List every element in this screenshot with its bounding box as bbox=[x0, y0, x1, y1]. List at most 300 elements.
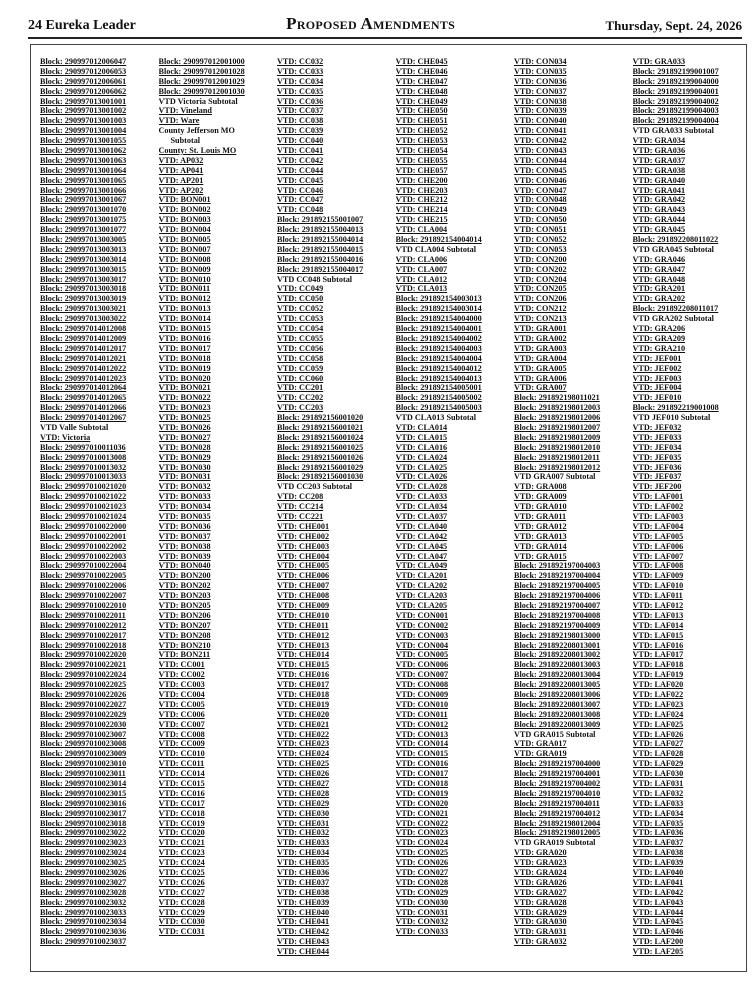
list-item: VTD: CC037 bbox=[277, 106, 324, 116]
list-item: Block: 290997010022001 bbox=[40, 531, 127, 541]
list-item: VTD: CC039 bbox=[277, 126, 324, 136]
list-item: Block: 290997010023026 bbox=[40, 868, 127, 878]
list-item: VTD: CON052 bbox=[514, 235, 567, 245]
list-item: Block: 290997014012023 bbox=[40, 373, 127, 383]
list-item: VTD: CC060 bbox=[277, 373, 324, 383]
list-item: VTD: JEF001 bbox=[632, 353, 682, 363]
list-item: Block: 291892199004003 bbox=[632, 106, 719, 116]
list-item: VTD: CLA028 bbox=[395, 482, 448, 492]
list-item: VTD: AP032 bbox=[158, 155, 204, 165]
list-item: VTD: CON045 bbox=[514, 165, 567, 175]
list-item: VTD: CHE022 bbox=[277, 729, 330, 739]
list-item: VTD: BON007 bbox=[158, 244, 211, 254]
list-item: Block: 290997010022017 bbox=[40, 630, 127, 640]
list-item: Block: 290997010023034 bbox=[40, 917, 127, 927]
list-item: VTD: JEF002 bbox=[632, 363, 682, 373]
list-item: VTD: GRA202 bbox=[632, 294, 686, 304]
list-item: VTD: GRA017 bbox=[514, 739, 567, 749]
subtotal-line: VTD CLA013 Subtotal bbox=[395, 413, 477, 423]
list-item: Block: 290997012001028 bbox=[158, 66, 245, 76]
list-item: VTD: LAF042 bbox=[632, 887, 684, 897]
list-item: VTD: BON011 bbox=[158, 284, 211, 294]
list-item: VTD: LAF031 bbox=[632, 779, 684, 789]
page-label: 24 Eureka Leader bbox=[28, 18, 136, 33]
list-item: VTD: LAF038 bbox=[632, 848, 684, 858]
list-item: VTD: LAF008 bbox=[632, 561, 684, 571]
list-item: VTD: CON042 bbox=[514, 136, 567, 146]
list-item: VTD: CHE008 bbox=[277, 591, 330, 601]
list-item: VTD: BON031 bbox=[158, 472, 211, 482]
list-item: VTD: CHE037 bbox=[277, 877, 330, 887]
list-item: VTD: LAF043 bbox=[632, 897, 684, 907]
list-item: Block: 290997013003019 bbox=[40, 294, 127, 304]
list-item: VTD: Ware bbox=[158, 116, 200, 126]
list-item: Block: 290997010022027 bbox=[40, 699, 127, 709]
list-item: Block: 291892155004017 bbox=[277, 264, 364, 274]
list-item: VTD: CHE041 bbox=[277, 917, 330, 927]
list-item: VTD: CLA201 bbox=[395, 571, 448, 581]
list-item: VTD: BON008 bbox=[158, 254, 211, 264]
list-item: VTD: LAF205 bbox=[632, 947, 684, 957]
list-item: Block: 290997010023010 bbox=[40, 759, 127, 769]
list-item: VTD: CLA016 bbox=[395, 442, 448, 452]
list-item: VTD: CHE001 bbox=[277, 521, 330, 531]
list-item: VTD: CC035 bbox=[277, 86, 324, 96]
list-item: Block: 290997012006061 bbox=[40, 76, 127, 86]
list-item: VTD: CHE012 bbox=[277, 630, 330, 640]
subtotal-line: County Jefferson MO bbox=[158, 126, 235, 136]
list-item: VTD: GRA003 bbox=[514, 343, 567, 353]
list-item: VTD: LAF024 bbox=[632, 709, 684, 719]
list-item: VTD: CON205 bbox=[514, 284, 567, 294]
list-item: VTD: BON029 bbox=[158, 452, 211, 462]
list-item: Block: 291892198012003 bbox=[514, 403, 601, 413]
list-item: VTD: GRA201 bbox=[632, 284, 686, 294]
list-item: Block: 291892198013000 bbox=[514, 630, 601, 640]
list-item: Block: 290997014012021 bbox=[40, 353, 127, 363]
list-item: VTD: CC055 bbox=[277, 333, 324, 343]
list-item: VTD: GRA032 bbox=[514, 937, 567, 947]
list-item: VTD: BON015 bbox=[158, 324, 211, 334]
list-item: VTD: CON049 bbox=[514, 205, 567, 215]
list-item: VTD: CHE057 bbox=[395, 165, 448, 175]
list-item: VTD: BON211 bbox=[158, 650, 211, 660]
list-item: VTD: GRA206 bbox=[632, 324, 686, 334]
list-item: VTD: LAF010 bbox=[632, 581, 684, 591]
list-item: VTD: BON009 bbox=[158, 264, 211, 274]
subtotal-line: VTD Valle Subtotal bbox=[40, 422, 109, 432]
list-item: VTD: CHE028 bbox=[277, 788, 330, 798]
list-item: VTD: BON019 bbox=[158, 363, 211, 373]
subtotal-line: VTD Victoria Subtotal bbox=[158, 96, 238, 106]
list-item: VTD: JEF037 bbox=[632, 472, 682, 482]
list-item: Block: 291892208013002 bbox=[514, 650, 601, 660]
list-item: Block: 291892156001024 bbox=[277, 432, 364, 442]
list-item: VTD: CON001 bbox=[395, 610, 449, 620]
list-item: VTD: GRA020 bbox=[514, 848, 567, 858]
list-item: VTD: CON212 bbox=[514, 304, 567, 314]
list-item: VTD: GRA023 bbox=[514, 858, 567, 868]
list-item: Block: 290997012001000 bbox=[158, 57, 245, 66]
list-item: Block: 291892198012005 bbox=[514, 828, 601, 838]
list-item: VTD: GRA013 bbox=[514, 531, 567, 541]
list-item: VTD: LAF020 bbox=[632, 680, 684, 690]
list-item: Block: 290997014012009 bbox=[40, 333, 127, 343]
list-item: VTD: CHE032 bbox=[277, 828, 330, 838]
list-item: VTD: BON023 bbox=[158, 403, 211, 413]
list-item: VTD: BON005 bbox=[158, 235, 211, 245]
list-item: VTD: BON038 bbox=[158, 541, 211, 551]
list-item: VTD: BON032 bbox=[158, 482, 211, 492]
list-item: VTD: CHE036 bbox=[277, 868, 330, 878]
list-item: Block: 291892156001021 bbox=[277, 422, 364, 432]
list-item: VTD: CON022 bbox=[395, 818, 449, 828]
list-item: VTD: LAF044 bbox=[632, 907, 684, 917]
list-item: Block: 291892198012007 bbox=[514, 422, 601, 432]
list-item: VTD: CC005 bbox=[158, 699, 205, 709]
list-item: VTD: CON014 bbox=[395, 739, 449, 749]
list-item: VTD: CLA024 bbox=[395, 452, 448, 462]
list-item: VTD: LAF011 bbox=[632, 591, 683, 601]
list-item: VTD: CLA012 bbox=[395, 274, 448, 284]
list-item: VTD: CC031 bbox=[158, 927, 205, 937]
list-item: VTD: CHE035 bbox=[277, 858, 330, 868]
page-header bbox=[28, 12, 742, 34]
list-item: VTD: CHE009 bbox=[277, 600, 330, 610]
list-item: VTD: CC056 bbox=[277, 343, 324, 353]
list-item: Block: 291892198012006 bbox=[514, 413, 601, 423]
subtotal-line: VTD GRA033 Subtotal bbox=[632, 126, 714, 136]
list-item: VTD: BON022 bbox=[158, 393, 211, 403]
list-item: VTD: CHE046 bbox=[395, 66, 448, 76]
list-item: VTD: JEF032 bbox=[632, 422, 682, 432]
list-item: Block: 291892155001007 bbox=[277, 215, 364, 225]
list-item: VTD: CC020 bbox=[158, 828, 205, 838]
list-item: VTD: BON013 bbox=[158, 304, 211, 314]
list-item: VTD: CC054 bbox=[277, 324, 324, 334]
list-item: VTD: JEF033 bbox=[632, 432, 682, 442]
list-item: VTD: BON203 bbox=[158, 591, 211, 601]
list-item: Block: 291892199004002 bbox=[632, 96, 719, 106]
list-item: VTD: CON024 bbox=[395, 838, 449, 848]
list-item: VTD: LAF035 bbox=[632, 818, 684, 828]
list-item: Block: 290997010023009 bbox=[40, 749, 127, 759]
list-item: VTD: GRA045 bbox=[632, 225, 686, 235]
list-item: VTD: CON036 bbox=[514, 76, 567, 86]
list-item: VTD: CC028 bbox=[158, 897, 205, 907]
listing-column-1 bbox=[40, 57, 159, 959]
list-item: VTD: CON034 bbox=[514, 57, 567, 66]
list-item: VTD: GRA029 bbox=[514, 907, 567, 917]
list-item: Block: 290997012001029 bbox=[158, 76, 245, 86]
list-item: VTD: BON026 bbox=[158, 422, 211, 432]
list-item: VTD: CHE027 bbox=[277, 779, 330, 789]
list-item: VTD: LAF014 bbox=[632, 620, 684, 630]
list-item: VTD: BON210 bbox=[158, 640, 211, 650]
list-item: VTD: CHE007 bbox=[277, 581, 330, 591]
list-item: VTD: BON004 bbox=[158, 225, 211, 235]
list-item: VTD: BON034 bbox=[158, 502, 211, 512]
list-item: Block: 291892197004010 bbox=[514, 788, 601, 798]
list-item: VTD: BON206 bbox=[158, 610, 211, 620]
list-item: Block: 291892197004012 bbox=[514, 808, 601, 818]
list-item: VTD: GRA006 bbox=[514, 373, 567, 383]
list-item: VTD: LAF013 bbox=[632, 610, 684, 620]
list-item: Block: 290997010022004 bbox=[40, 561, 127, 571]
list-item: Block: 290997013001077 bbox=[40, 225, 127, 235]
list-item: Block: 290997010022020 bbox=[40, 650, 127, 660]
list-item: VTD: CON025 bbox=[395, 848, 449, 858]
list-item: Block: 290997010023008 bbox=[40, 739, 127, 749]
list-item: VTD: CHE026 bbox=[277, 769, 330, 779]
list-item: Block: 290997013003017 bbox=[40, 274, 127, 284]
list-item: Block: 291892154003013 bbox=[395, 294, 482, 304]
list-item: VTD: CC023 bbox=[158, 848, 205, 858]
list-item: VTD: CHE023 bbox=[277, 739, 330, 749]
list-item: VTD: LAF017 bbox=[632, 650, 684, 660]
list-item: Block: 291892197004008 bbox=[514, 610, 601, 620]
list-item: VTD: LAF033 bbox=[632, 798, 684, 808]
list-item: VTD: CLA203 bbox=[395, 591, 448, 601]
list-item: VTD: CLA045 bbox=[395, 541, 448, 551]
list-item: VTD: CHE050 bbox=[395, 106, 448, 116]
list-item: VTD: CHE048 bbox=[395, 86, 448, 96]
list-item: VTD: LAF040 bbox=[632, 868, 684, 878]
list-item: VTD: CON009 bbox=[395, 690, 449, 699]
list-item: Block: 290997013001070 bbox=[40, 205, 127, 215]
list-item: VTD: CHE011 bbox=[277, 620, 329, 630]
list-item: Block: 291892208013005 bbox=[514, 680, 601, 690]
list-item: VTD: CLA007 bbox=[395, 264, 448, 274]
list-item: VTD: CC045 bbox=[277, 175, 324, 185]
list-item: Block: 290997013001075 bbox=[40, 215, 127, 225]
list-item: VTD: GRA043 bbox=[632, 205, 686, 215]
list-item: Block: 290997010022018 bbox=[40, 640, 127, 650]
list-item: Block: 291892155004016 bbox=[277, 254, 364, 264]
list-item: VTD: CHE053 bbox=[395, 136, 448, 146]
list-item: VTD: CON041 bbox=[514, 126, 567, 136]
list-item: VTD: CHE019 bbox=[277, 699, 330, 709]
list-item: Block: 290997013001001 bbox=[40, 96, 127, 106]
list-item: Block: 290997013003013 bbox=[40, 244, 127, 254]
list-item: Block: 290997010022025 bbox=[40, 680, 127, 690]
list-item: VTD: CHE051 bbox=[395, 116, 448, 126]
list-item: VTD: CLA013 bbox=[395, 284, 448, 294]
list-item: Block: 290997013003015 bbox=[40, 264, 127, 274]
list-item: VTD: CON051 bbox=[514, 225, 567, 235]
list-item: VTD: LAF027 bbox=[632, 739, 684, 749]
list-item: Block: 290997014012022 bbox=[40, 363, 127, 373]
list-item: VTD: LAF005 bbox=[632, 531, 684, 541]
list-item: Block: 290997013001065 bbox=[40, 175, 127, 185]
list-item: VTD: CC049 bbox=[277, 284, 324, 294]
list-item: VTD: CLA015 bbox=[395, 432, 448, 442]
list-item: Block: 291892197004011 bbox=[514, 798, 600, 808]
list-item: VTD: GRA209 bbox=[632, 333, 686, 343]
list-item: VTD: CON206 bbox=[514, 294, 567, 304]
list-item: VTD: CLA049 bbox=[395, 561, 448, 571]
list-item: VTD: CC034 bbox=[277, 76, 324, 86]
listing-column-5 bbox=[514, 57, 633, 959]
list-item: VTD: BON208 bbox=[158, 630, 211, 640]
list-item: VTD: CC003 bbox=[158, 680, 205, 690]
list-item: VTD: CHE018 bbox=[277, 690, 330, 699]
list-item: Block: 290997013003005 bbox=[40, 235, 127, 245]
list-item: VTD: LAF036 bbox=[632, 828, 684, 838]
list-item: VTD: GRA033 bbox=[632, 57, 686, 66]
list-item: VTD: GRA030 bbox=[514, 917, 567, 927]
list-item: Block: 290997010022024 bbox=[40, 670, 127, 680]
list-item: Block: 290997013001004 bbox=[40, 126, 127, 136]
list-item: Block: 290997013003021 bbox=[40, 304, 127, 314]
list-item: VTD: CON011 bbox=[395, 709, 448, 719]
list-item: VTD: LAF030 bbox=[632, 769, 684, 779]
list-item: VTD: CLA006 bbox=[395, 254, 448, 264]
list-item: VTD: CON033 bbox=[395, 927, 449, 937]
list-item: VTD: LAF006 bbox=[632, 541, 684, 551]
list-item: Block: 290997010022002 bbox=[40, 541, 127, 551]
list-item: VTD: BON039 bbox=[158, 551, 211, 561]
list-item: VTD: CHE010 bbox=[277, 610, 330, 620]
list-item: Block: 291892197004006 bbox=[514, 591, 601, 601]
list-item: VTD: Victoria bbox=[40, 432, 91, 442]
subtotal-line: Subtotal bbox=[170, 136, 201, 146]
list-item: VTD: CHE047 bbox=[395, 76, 448, 86]
list-item: VTD: CC036 bbox=[277, 96, 324, 106]
list-item: Block: 290997013001002 bbox=[40, 106, 127, 116]
list-item: VTD: CLA026 bbox=[395, 472, 448, 482]
list-item: VTD: CC033 bbox=[277, 66, 324, 76]
list-item: Block: 291892155004013 bbox=[277, 225, 364, 235]
list-item: VTD: CON008 bbox=[395, 680, 449, 690]
listing-columns bbox=[40, 57, 740, 959]
list-item: VTD: CC053 bbox=[277, 314, 324, 324]
list-item: VTD: CON037 bbox=[514, 86, 567, 96]
list-item: VTD: BON036 bbox=[158, 521, 211, 531]
list-item: VTD: CON016 bbox=[395, 759, 449, 769]
list-item: VTD: LAF001 bbox=[632, 492, 684, 502]
list-item: VTD: BON035 bbox=[158, 511, 211, 521]
list-item: VTD: CHE212 bbox=[395, 195, 448, 205]
list-item: VTD: CC014 bbox=[158, 769, 205, 779]
list-item: Block: 290997013003018 bbox=[40, 284, 127, 294]
list-item: VTD: BON001 bbox=[158, 195, 211, 205]
list-item: Block: 291892154004002 bbox=[395, 333, 482, 343]
list-item: Block: 290997010023007 bbox=[40, 729, 127, 739]
list-item: VTD: LAF019 bbox=[632, 670, 684, 680]
list-item: VTD: CLA034 bbox=[395, 502, 448, 512]
list-item: VTD: CLA202 bbox=[395, 581, 448, 591]
list-item: VTD: GRA007 bbox=[514, 383, 567, 393]
list-item: Block: 290997014012064 bbox=[40, 383, 127, 393]
list-item: VTD: GRA036 bbox=[632, 146, 686, 156]
list-item: Block: 291892154005003 bbox=[395, 403, 482, 413]
list-item: VTD: CON202 bbox=[514, 264, 567, 274]
list-item: VTD: CHE214 bbox=[395, 205, 448, 215]
list-item: VTD: CHE034 bbox=[277, 848, 330, 858]
list-item: VTD: AP041 bbox=[158, 165, 204, 175]
list-item: VTD: GRA004 bbox=[514, 353, 567, 363]
list-item: Block: 290997012006047 bbox=[40, 57, 127, 66]
list-item: Block: 291892154004014 bbox=[395, 235, 482, 245]
list-item: VTD: CON027 bbox=[395, 868, 449, 878]
list-item: Block: 290997012006053 bbox=[40, 66, 127, 76]
list-item: VTD: LAF026 bbox=[632, 729, 684, 739]
list-item: VTD: GRA038 bbox=[632, 165, 686, 175]
list-item: VTD: LAF004 bbox=[632, 521, 684, 531]
list-item: VTD: CHE215 bbox=[395, 215, 448, 225]
list-item: VTD: BON202 bbox=[158, 581, 211, 591]
list-item: Block: 290997013001067 bbox=[40, 195, 127, 205]
list-item: VTD: CON015 bbox=[395, 749, 449, 759]
list-item: VTD: BON003 bbox=[158, 215, 211, 225]
list-item: VTD: BON028 bbox=[158, 442, 211, 452]
list-item: Block: 290997013003022 bbox=[40, 314, 127, 324]
list-item: Block: 290997010022012 bbox=[40, 620, 127, 630]
list-item: Block: 290997010023028 bbox=[40, 887, 127, 897]
list-item: VTD: GRA028 bbox=[514, 897, 567, 907]
list-item: Block: 291892208013008 bbox=[514, 709, 601, 719]
list-item: VTD: CC046 bbox=[277, 185, 324, 195]
list-item: VTD: CC029 bbox=[158, 907, 205, 917]
list-item: VTD: GRA046 bbox=[632, 254, 686, 264]
list-item: VTD: CLA205 bbox=[395, 600, 448, 610]
list-item: VTD: CON023 bbox=[395, 828, 449, 838]
list-item: VTD: CON050 bbox=[514, 215, 567, 225]
list-item: VTD: LAF025 bbox=[632, 719, 684, 729]
list-item: VTD: CHE052 bbox=[395, 126, 448, 136]
list-item: VTD: CLA025 bbox=[395, 462, 448, 472]
list-item: VTD: GRA047 bbox=[632, 264, 686, 274]
list-item: VTD: CC214 bbox=[277, 502, 324, 512]
list-item: VTD: AP202 bbox=[158, 185, 204, 195]
list-item: VTD: CC058 bbox=[277, 353, 324, 363]
list-item: VTD: CHE017 bbox=[277, 680, 330, 690]
list-item: Block: 291892154004012 bbox=[395, 363, 482, 373]
listing-column-2 bbox=[159, 57, 278, 959]
list-item: VTD: CC015 bbox=[158, 779, 205, 789]
list-item: VTD: CON006 bbox=[395, 660, 449, 670]
list-item: VTD: BON040 bbox=[158, 561, 211, 571]
list-item: VTD: LAF012 bbox=[632, 600, 684, 610]
list-item: Block: 291892208013004 bbox=[514, 670, 601, 680]
list-item: VTD: CHE015 bbox=[277, 660, 330, 670]
list-item: VTD: CC032 bbox=[277, 57, 324, 66]
list-item: Block: 290997014012017 bbox=[40, 343, 127, 353]
list-item: VTD: GRA031 bbox=[514, 927, 567, 937]
list-item: VTD: LAF041 bbox=[632, 877, 684, 887]
list-item: Block: 291892156001020 bbox=[277, 413, 364, 423]
list-item: VTD: CC030 bbox=[158, 917, 205, 927]
list-item: Block: 291892208013007 bbox=[514, 699, 601, 709]
list-item: Block: 290997010022006 bbox=[40, 581, 127, 591]
list-item: VTD: CHE014 bbox=[277, 650, 330, 660]
list-item: VTD: CON019 bbox=[395, 788, 449, 798]
list-item: VTD: CON004 bbox=[395, 640, 449, 650]
list-item: VTD: CON010 bbox=[395, 699, 449, 709]
list-item: Block: 290997010023036 bbox=[40, 927, 127, 937]
list-item: VTD: CON053 bbox=[514, 244, 567, 254]
subtotal-line: VTD GRA045 Subtotal bbox=[632, 244, 714, 254]
publication-date: Thursday, Sept. 24, 2026 bbox=[605, 18, 742, 33]
list-item: VTD: CHE040 bbox=[277, 907, 330, 917]
list-item: Block: 290997010023015 bbox=[40, 788, 127, 798]
list-item: VTD: LAF007 bbox=[632, 551, 684, 561]
list-item: VTD: CON040 bbox=[514, 116, 567, 126]
list-item: VTD: LAF015 bbox=[632, 630, 684, 640]
list-item: VTD: LAF002 bbox=[632, 502, 684, 512]
list-item: VTD: CON012 bbox=[395, 719, 449, 729]
